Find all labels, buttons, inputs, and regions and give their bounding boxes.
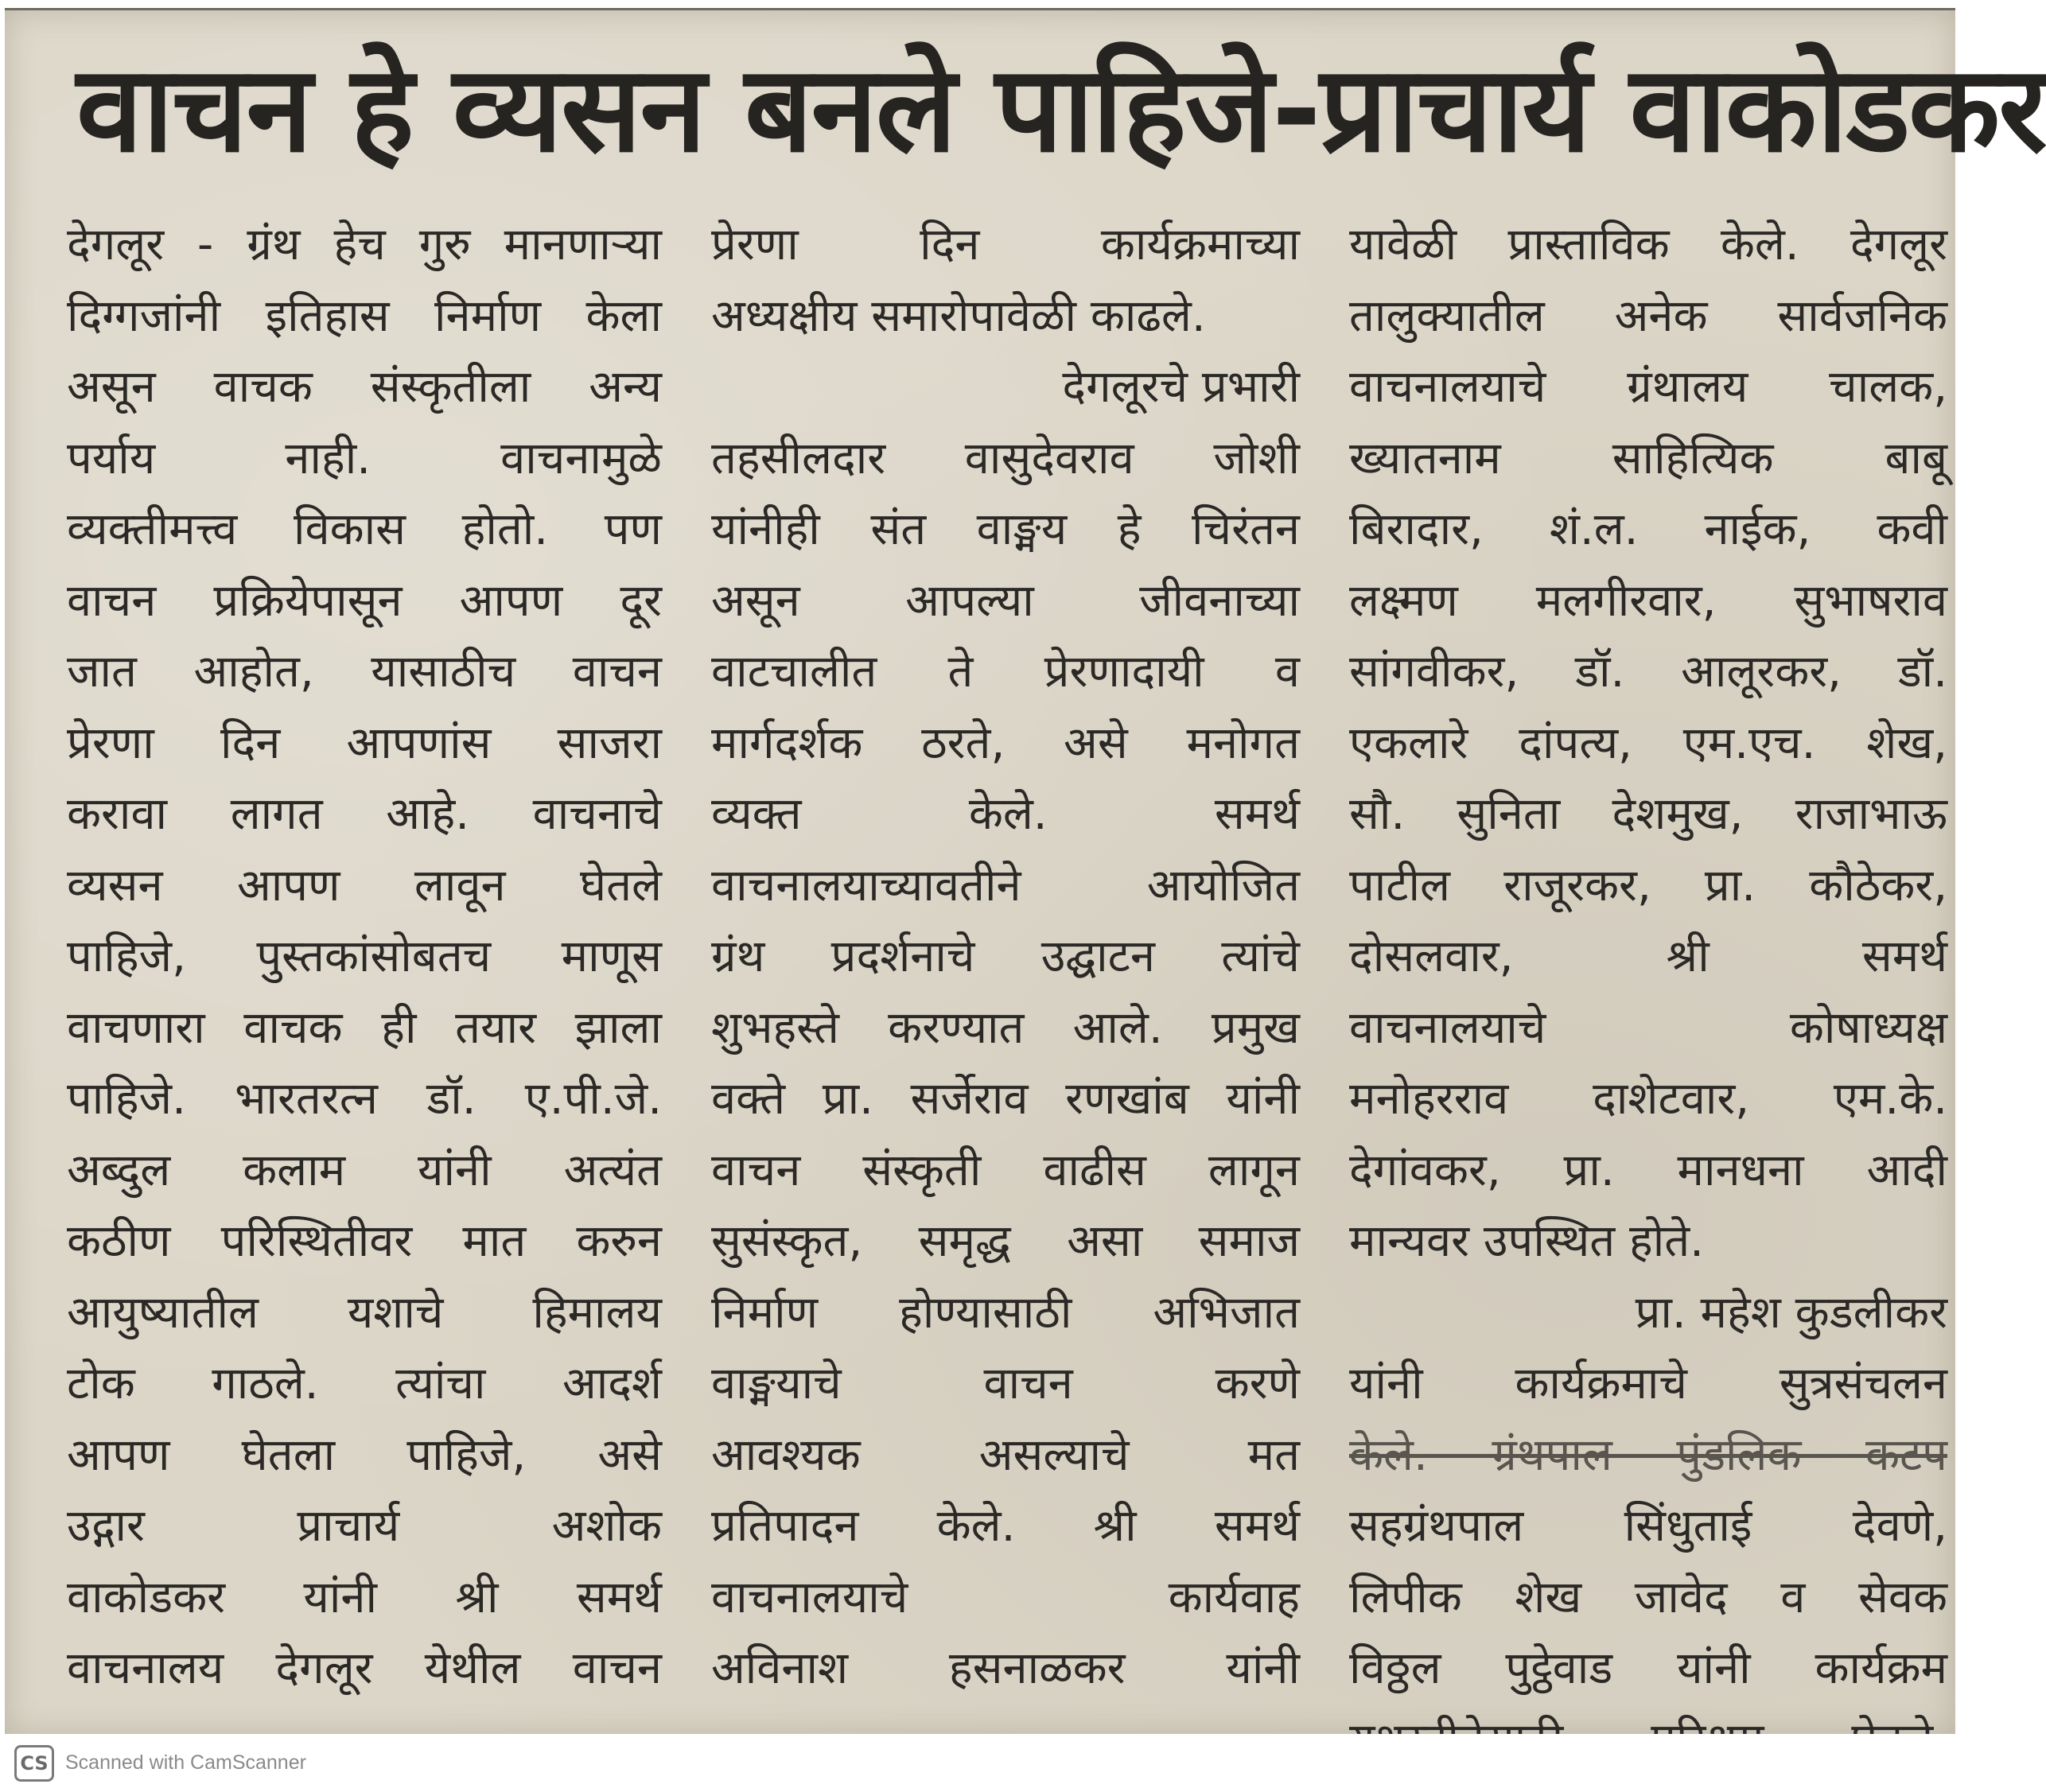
watermark-text: Scanned with CamScanner (65, 1751, 306, 1774)
article-line: दिग्गजांनी इतिहास निर्माण केला (67, 290, 662, 342)
article-line: बिरादार, शं.ल. नाईक, कवी (1349, 503, 1947, 555)
article-line: सांगवीकर, डॉ. आलूरकर, डॉ. (1349, 646, 1947, 698)
article-line: केले. ग्रंथपाल पुंडलिक कटप (1349, 1429, 1947, 1481)
article-line: देगांवकर, प्रा. मानधना आदी (1349, 1144, 1947, 1196)
newspaper-clipping (5, 8, 2046, 1736)
article-line: असून आपल्या जीवनाच्या (711, 574, 1300, 627)
article-line: टोक गाठले. त्यांचा आदर्श (67, 1358, 662, 1409)
article-line: वाङ्मयाचे वाचन करणे (711, 1358, 1300, 1409)
article-line: प्रा. महेश कुडलीकर (1635, 1286, 1947, 1339)
article-line: पाटील राजूरकर, प्रा. कौठेकर, (1349, 859, 1947, 912)
article-line: वाचनालयाचे ग्रंथालय चालक, (1349, 361, 1947, 413)
article-line: तहसीलदार वासुदेवराव जोशी (711, 432, 1300, 484)
article-line: व्यसन आपण लावून घेतले (67, 859, 662, 912)
article-line: ख्यातनाम साहित्यिक बाबू (1349, 432, 1947, 484)
article-column-2 (711, 209, 1300, 1728)
article-line: वक्ते प्रा. सर्जेराव रणखांब यांनी (711, 1073, 1300, 1125)
article-line: शुभहस्ते करण्यात आले. प्रमुख (711, 1001, 1300, 1054)
article-line: कठीण परिस्थितीवर मात करुन (67, 1215, 662, 1267)
article-line: मनोहरराव दाशेटवार, एम.के. (1349, 1073, 1947, 1125)
article-line: सहग्रंथपाल सिंधुताई देवणे, (1349, 1500, 1947, 1552)
article-line: वाचन संस्कृती वाढीस लागून (711, 1144, 1300, 1196)
article-line: लक्ष्मण मलगीरवार, सुभाषराव (1349, 574, 1947, 627)
scanner-watermark (5, 1734, 1955, 1792)
article-line: मार्गदर्शक ठरते, असे मनोगत (711, 717, 1300, 769)
article-line: आपण घेतला पाहिजे, असे (67, 1429, 662, 1481)
article-line: देगलूरचे प्रभारी (1062, 361, 1300, 413)
article-column-3 (1349, 209, 1947, 1728)
article-line: वाचनालय देगलूर येथील वाचन (67, 1642, 662, 1694)
article-line: एकलारे दांपत्य, एम.एच. शेख, (1349, 717, 1947, 769)
article-line: निर्माण होण्यासाठी अभिजात (711, 1286, 1300, 1339)
article-line: वाचनालयाच्यावतीने आयोजित (711, 859, 1300, 912)
article-line: अविनाश हसनाळकर यांनी (711, 1642, 1300, 1694)
article-line: वाकोडकर यांनी श्री समर्थ (67, 1571, 662, 1623)
article-line: लिपीक शेख जावेद व सेवक (1349, 1571, 1947, 1623)
article-line: विठ्ठल पुट्ठेवाड यांनी कार्यक्रम (1349, 1642, 1947, 1694)
article-line: सुसंस्कृत, समृद्ध असा समाज (711, 1215, 1300, 1267)
article-line: व्यक्त केले. समर्थ (711, 788, 1300, 840)
camscanner-logo-icon: CS (14, 1745, 54, 1782)
article-line: वाचन प्रक्रियेपासून आपण दूर (67, 574, 662, 627)
article-line: दोसलवार, श्री समर्थ (1349, 931, 1947, 982)
article-line: आयुष्यातील यशाचे हिमालय (67, 1286, 662, 1339)
article-line: वाचनालयाचे कोषाध्यक्ष (1349, 1001, 1947, 1054)
article-line: प्रेरणा दिन आपणांस साजरा (67, 717, 662, 769)
article-line: अध्यक्षीय समारोपावेळी काढले. (711, 290, 1206, 342)
article-line: सौ. सुनिता देशमुख, राजाभाऊ (1349, 788, 1947, 840)
article-line: वाचणारा वाचक ही तयार झाला (67, 1001, 662, 1054)
article-line: पर्याय नाही. वाचनामुळे (67, 432, 662, 484)
article-line: करावा लागत आहे. वाचनाचे (67, 788, 662, 840)
article-line: यांनीही संत वाङ्मय हे चिरंतन (711, 503, 1300, 555)
article-line: वाचनालयाचे कार्यवाह (711, 1571, 1300, 1623)
article-line: उद्गार प्राचार्य अशोक (67, 1500, 662, 1552)
article-column-1 (67, 209, 662, 1728)
article-line: देगलूर - ग्रंथ हेच गुरु मानणाऱ्या (67, 219, 662, 270)
article-line: वाटचालीत ते प्रेरणादायी व (711, 646, 1300, 698)
article-line: तालुक्यातील अनेक सार्वजनिक (1349, 290, 1947, 342)
article-line: जात आहोत, यासाठीच वाचन (67, 646, 662, 698)
article-line: पाहिजे, पुस्तकांसोबतच माणूस (67, 931, 662, 982)
article-line: यांनी कार्यक्रमाचे सुत्रसंचलन (1349, 1358, 1947, 1409)
article-line: यावेळी प्रास्ताविक केले. देगलूर (1349, 219, 1947, 270)
article-line: व्यक्तीमत्त्व विकास होतो. पण (67, 503, 662, 555)
article-line: प्रतिपादन केले. श्री समर्थ (711, 1500, 1300, 1552)
article-line: आवश्यक असल्याचे मत (711, 1429, 1300, 1481)
article-line: अब्दुल कलाम यांनी अत्यंत (67, 1144, 662, 1196)
article-line: पाहिजे. भारतरत्न डॉ. ए.पी.जे. (67, 1073, 662, 1125)
article-line: ग्रंथ प्रदर्शनाचे उद्घाटन त्यांचे (711, 931, 1300, 982)
article-line: प्रेरणा दिन कार्यक्रमाच्या (711, 219, 1300, 270)
headline: वाचन हे व्यसन बनले पाहिजे-प्राचार्य वाकोडकर (76, 41, 2046, 179)
article-line: मान्यवर उपस्थित होते. (1349, 1215, 1704, 1267)
article-line: असून वाचक संस्कृतीला अन्य (67, 361, 662, 413)
